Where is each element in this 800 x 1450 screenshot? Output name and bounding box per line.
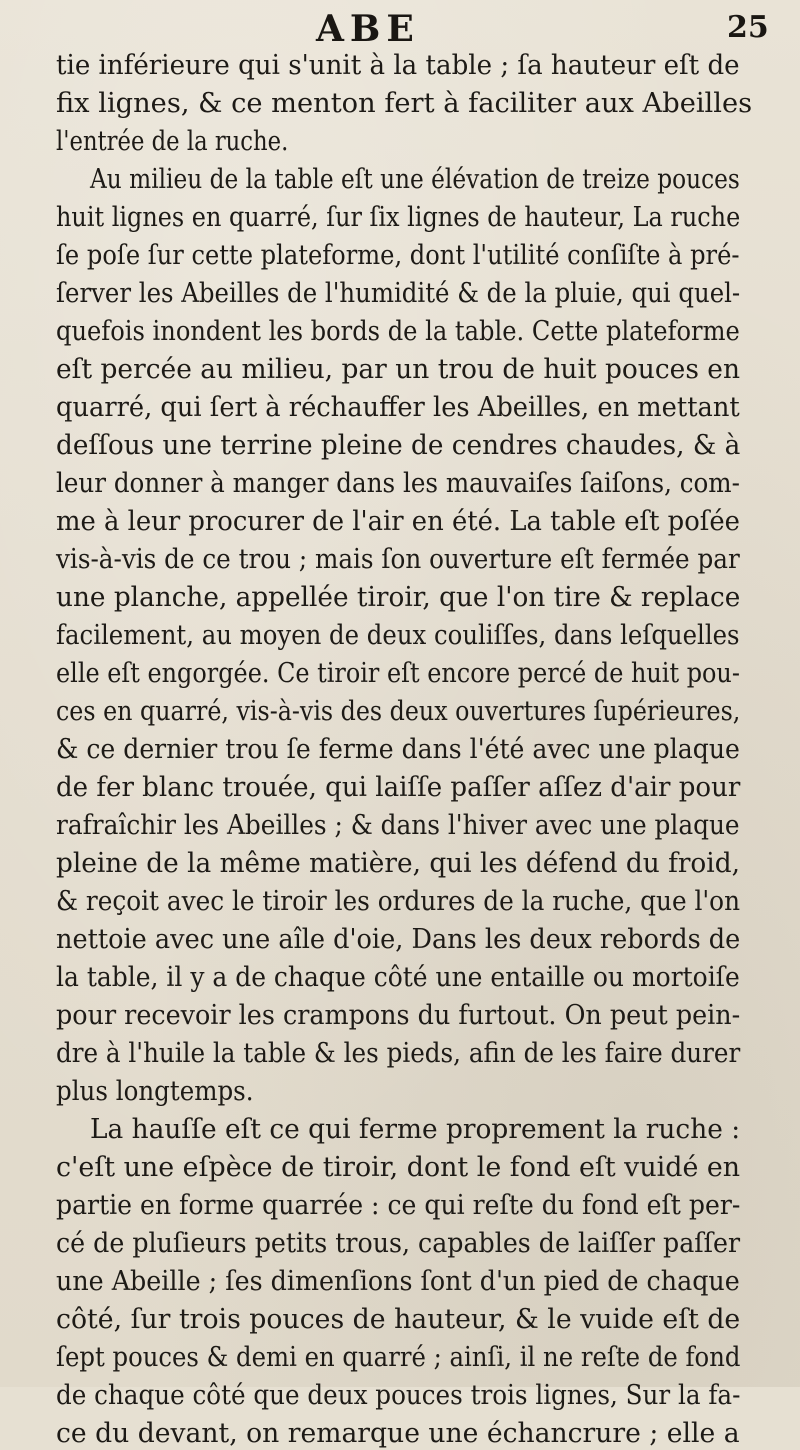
text-line: de chaque côté que deux pouces trois lignes, Sur la fa-: [56, 1379, 741, 1411]
text-line: elle eſt engorgée. Ce tiroir eſt encore percé de huit pou-: [56, 657, 740, 689]
text-line: ſe poſe ſur cette plateforme, dont l'utilité conſiſte à pré-: [56, 239, 740, 271]
text-line: vis-à-vis de ce trou ; mais ſon ouverture eſt fermée par: [56, 543, 740, 575]
text-line: ſept pouces & demi en quarré ; ainſi, il ne reſte de fond: [56, 1341, 741, 1373]
text-line: cé de pluſieurs petits trous, capables de laiſſer paſſer: [56, 1227, 741, 1259]
page-number: 25: [727, 10, 769, 45]
page-header: [0, 8, 800, 48]
text-line: fix lignes, & ce menton fert à faciliter aux Abeilles: [56, 87, 753, 119]
text-line: quarré, qui ſert à réchauffer les Abeilles, en mettant: [56, 391, 740, 423]
text-line: huit lignes en quarré, ſur ſix lignes de hauteur, La ruche: [56, 201, 741, 233]
text-line: une Abeille ; ſes dimenſions ſont d'un pied de chaque: [56, 1265, 740, 1297]
text-line: nettoie avec une aîle d'oie, Dans les deux rebords de: [56, 923, 741, 955]
text-line: eſt percée au milieu, par un trou de huit pouces en: [56, 353, 740, 385]
text-line: ce du devant, on remarque une échancrure ; elle a: [56, 1417, 740, 1449]
text-line: ces en quarré, vis-à-vis des deux ouvertures ſupérieures,: [56, 695, 741, 727]
text-line: La hauſſe eſt ce qui ferme proprement la ruche :: [90, 1113, 741, 1145]
text-line: ſerver les Abeilles de l'humidité & de la pluie, qui quel-: [56, 277, 741, 309]
text-line: plus longtemps.: [56, 1075, 254, 1107]
running-head: ABE: [316, 8, 420, 50]
text-line: deſſous une terrine pleine de cendres chaudes, & à: [56, 429, 741, 461]
text-line: quefois inondent les bords de la table. Cette plateforme: [56, 315, 740, 347]
text-line: c'eſt une eſpèce de tiroir, dont le fond eſt vuidé en: [56, 1151, 741, 1183]
text-line: Au milieu de la table eſt une élévation de treize pouces: [90, 163, 740, 195]
text-line: pleine de la même matière, qui les défend du froid,: [56, 847, 740, 879]
text-line: me à leur procurer de l'air en été. La table eſt poſée: [56, 505, 740, 537]
text-line: côté, ſur trois pouces de hauteur, & le vuide eſt de: [56, 1303, 741, 1335]
text-line: dre à l'huile la table & les pieds, afin de les faire durer: [56, 1037, 741, 1069]
text-line: rafraîchir les Abeilles ; & dans l'hiver avec une plaque: [56, 809, 740, 841]
text-line: & ce dernier trou ſe ferme dans l'été avec une plaque: [56, 733, 740, 765]
text-line: partie en forme quarrée : ce qui reſte du fond eſt per-: [56, 1189, 741, 1221]
text-line: la table, il y a de chaque côté une entaille ou mortoiſe: [56, 961, 740, 993]
text-line: de fer blanc trouée, qui laiſſe paſſer aſſez d'air pour: [56, 771, 741, 803]
text-line: & reçoit avec le tiroir les ordures de la ruche, que l'on: [56, 885, 741, 917]
text-line: une planche, appellée tiroir, que l'on tire & replace: [56, 581, 741, 613]
text-line: pour recevoir les crampons du furtout. On peut pein-: [56, 999, 741, 1031]
text-line: l'entrée de la ruche.: [56, 125, 289, 157]
text-line: tie inférieure qui s'unit à la table ; ſa hauteur eſt de: [56, 49, 740, 81]
text-line: leur donner à manger dans les mauvaiſes ſaiſons, com-: [56, 467, 740, 499]
text-line: facilement, au moyen de deux couliſſes, dans leſquelles: [56, 619, 740, 651]
